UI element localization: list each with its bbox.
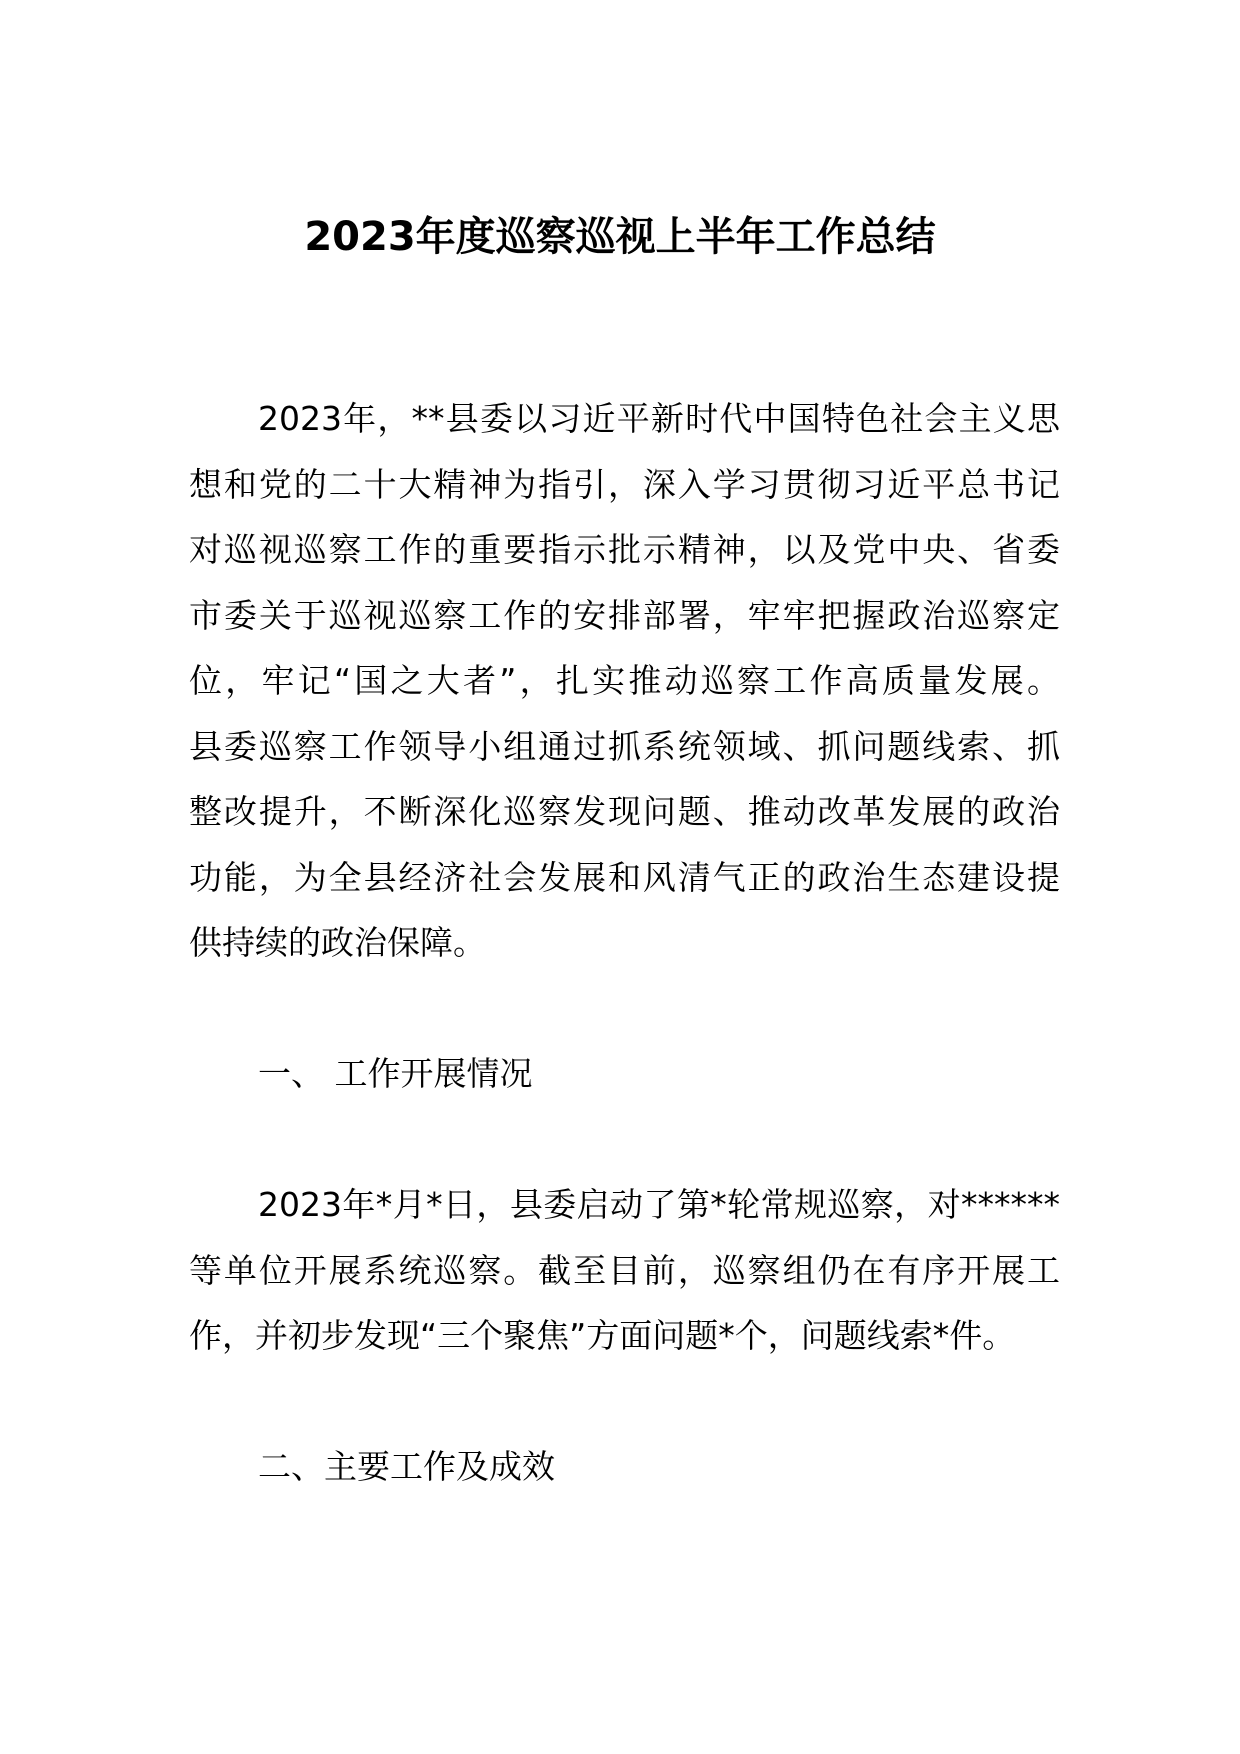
section-heading-2: 二、主要工作及成效	[258, 1447, 555, 1486]
paragraph-line: 整改提升，不断深化巡察发现问题、推动改革发展的政治	[189, 792, 1060, 831]
paragraph-line: 对巡视巡察工作的重要指示批示精神，以及党中央、省委	[189, 530, 1060, 569]
paragraph-line: 位，牢记“国之大者”，扎实推动巡察工作高质量发展。	[189, 661, 1060, 700]
paragraph-line: 想和党的二十大精神为指引，深入学习贯彻习近平总书记	[189, 464, 1060, 504]
paragraph-line: 县委巡察工作领导小组通过抓系统领域、抓问题线索、抓	[189, 726, 1060, 766]
paragraph-line: 供持续的政治保障。	[189, 923, 486, 962]
intro-paragraph	[189, 386, 1060, 976]
paragraph-line: 市委关于巡视巡察工作的安排部署，牢牢把握政治巡察定	[189, 595, 1060, 635]
section-heading-1: 一、 工作开展情况	[258, 1054, 533, 1093]
paragraph-line: 2023年，**县委以习近平新时代中国特色社会主义思	[258, 399, 1060, 438]
section1-paragraph	[189, 1172, 1060, 1369]
document-title: 2023年度巡察巡视上半年工作总结	[304, 214, 936, 260]
paragraph-line: 2023年*月*日，县委启动了第*轮常规巡察，对******	[258, 1185, 1060, 1224]
paragraph-line: 等单位开展系统巡察。截至目前，巡察组仍在有序开展工	[189, 1250, 1060, 1290]
paragraph-line: 作，并初步发现“三个聚焦”方面问题*个，问题线索*件。	[189, 1316, 1016, 1355]
paragraph-line: 功能，为全县经济社会发展和风清气正的政治生态建设提	[189, 857, 1060, 897]
